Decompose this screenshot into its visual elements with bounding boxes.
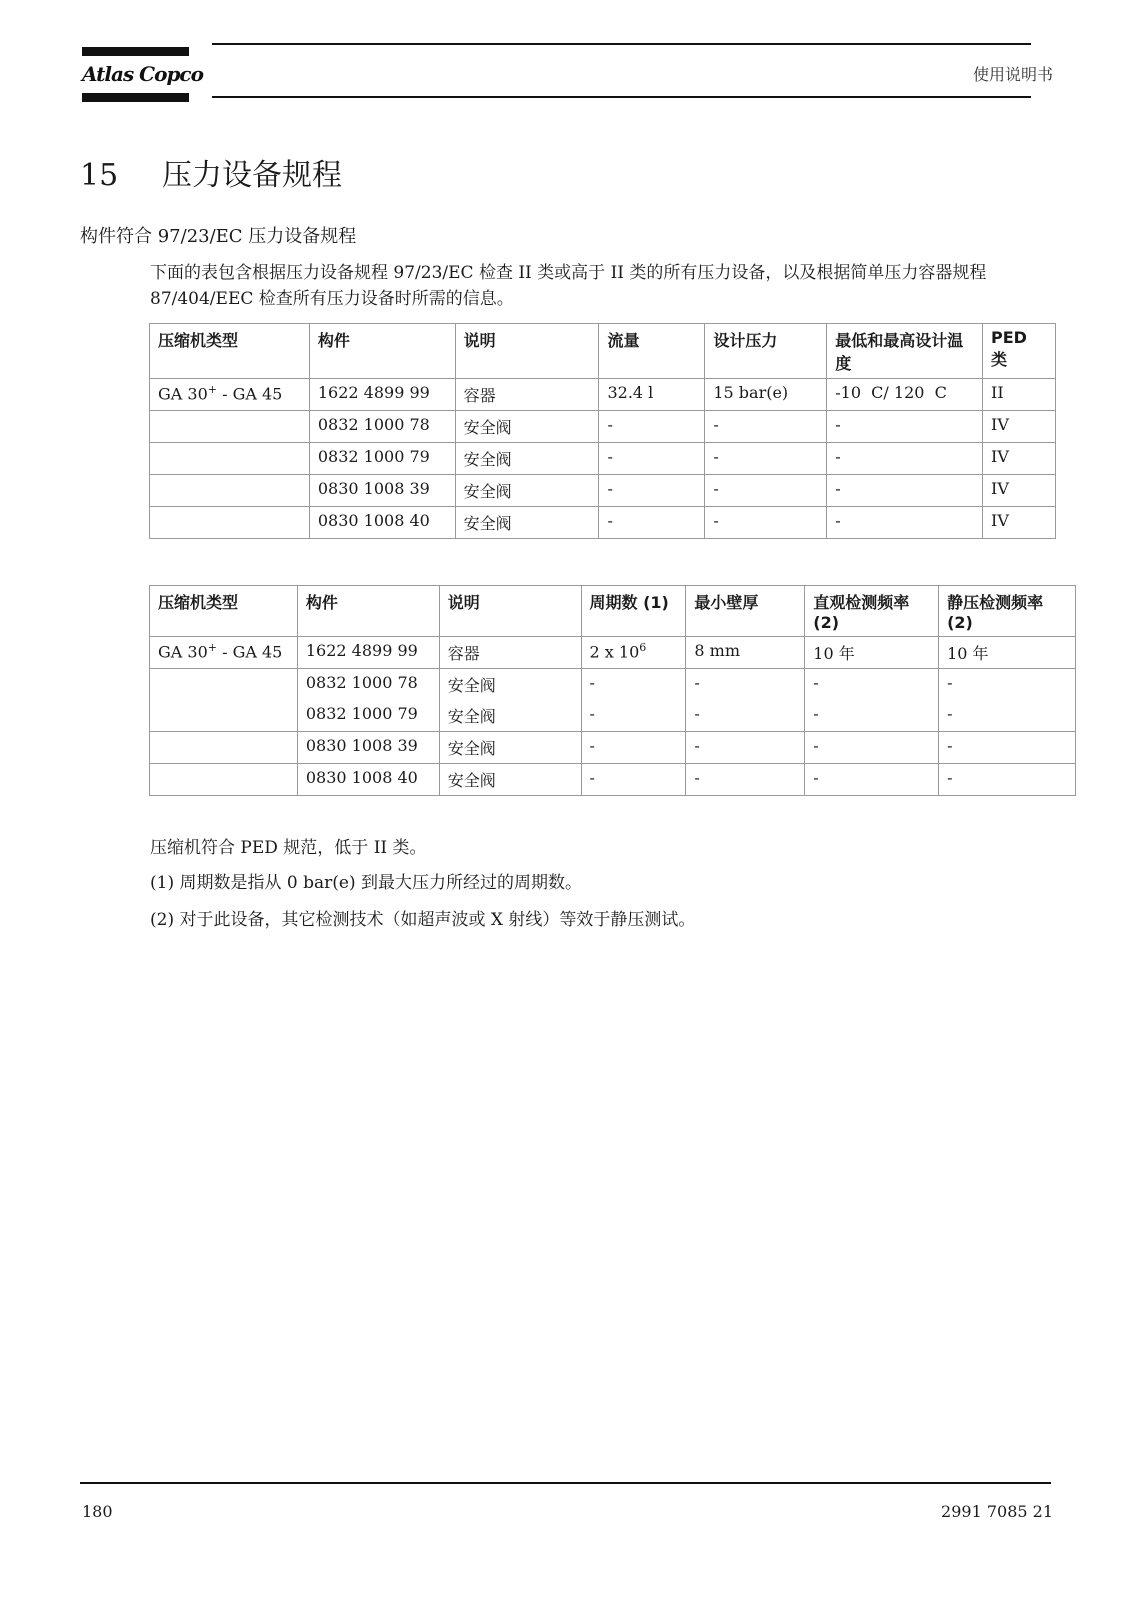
col-header: 说明 [455, 324, 599, 379]
cycles-cell: - [581, 732, 686, 764]
model-suffix: - GA 45 [217, 642, 283, 662]
pressure-cell: 15 bar(e) [705, 379, 827, 411]
hydro-freq-cell: - [939, 764, 1076, 796]
cycles-base: 2 x 10 [589, 642, 640, 662]
visual-freq-cell: - [805, 732, 939, 764]
model-cell [150, 700, 298, 732]
table-row [150, 700, 1076, 732]
flow-cell: 32.4 l [599, 379, 705, 411]
wall-thickness-cell: 8 mm [686, 637, 805, 669]
model-base: GA 30 [158, 384, 208, 404]
table-row [150, 764, 1076, 796]
part-cell: 0832 1000 78 [309, 411, 455, 443]
desc-cell: 安全阀 [455, 475, 599, 507]
part-cell: 0832 1000 79 [309, 443, 455, 475]
table-row [150, 507, 1056, 539]
part-cell: 0830 1008 39 [309, 475, 455, 507]
visual-freq-cell: 10 年 [805, 637, 939, 669]
col-header: 构件 [309, 324, 455, 379]
wall-thickness-cell: - [686, 700, 805, 732]
part-cell: 0832 1000 79 [297, 700, 439, 732]
col-header: 最低和最高设计温度 [827, 324, 983, 379]
temp-cell: - [827, 443, 983, 475]
col-header: 压缩机类型 [150, 324, 310, 379]
chapter-title-text: 压力设备规程 [162, 158, 342, 193]
part-cell: 1622 4899 99 [309, 379, 455, 411]
col-header: 构件 [297, 586, 439, 637]
model-cell [150, 637, 298, 669]
col-header: 流量 [599, 324, 705, 379]
footer-rule [80, 1482, 1051, 1484]
ped-class-cell: IV [983, 475, 1056, 507]
desc-cell: 容器 [439, 637, 581, 669]
table-row [150, 637, 1076, 669]
temp-cell: -10 C/ 120 C [827, 379, 983, 411]
model-cell [150, 411, 310, 443]
flow-cell: - [599, 507, 705, 539]
atlas-copco-logo [82, 47, 203, 102]
model-sup: + [207, 383, 217, 396]
desc-cell: 安全阀 [439, 700, 581, 732]
ped-class-cell: IV [983, 507, 1056, 539]
logo-top-bar [82, 47, 189, 56]
col-header: 说明 [439, 586, 581, 637]
hydro-freq-cell: 10 年 [939, 637, 1076, 669]
ped-table-2 [149, 585, 1076, 796]
header-top-rule [212, 43, 1031, 45]
page-number: 180 [82, 1502, 113, 1521]
pressure-cell: - [705, 475, 827, 507]
pressure-cell: - [705, 443, 827, 475]
pressure-cell: - [705, 411, 827, 443]
ped-table-1 [149, 323, 1056, 539]
header-bottom-rule [212, 96, 1031, 98]
flow-cell: - [599, 411, 705, 443]
col-header: 最小壁厚 [686, 586, 805, 637]
intro-paragraph: 下面的表包含根据压力设备规程 97/23/EC 检查 II 类或高于 II 类的所有压力设备，以及根据简单压力容器规程 87/404/EEC 检查所有压力设备时所需的信息。 [150, 263, 987, 309]
model-cell [150, 669, 298, 701]
table-row [150, 669, 1076, 701]
flow-cell: - [599, 443, 705, 475]
desc-cell: 容器 [455, 379, 599, 411]
desc-cell: 安全阀 [455, 443, 599, 475]
part-cell: 0830 1008 40 [297, 764, 439, 796]
cycles-exponent: 6 [639, 641, 647, 654]
visual-freq-cell: - [805, 700, 939, 732]
chapter-title [80, 150, 342, 194]
model-cell [150, 379, 310, 411]
note-ped-compliance: 压缩机符合 PED 规范，低于 II 类。 [150, 838, 427, 858]
ped-class-cell: IV [983, 443, 1056, 475]
col-header: 压缩机类型 [150, 586, 298, 637]
table-row [150, 379, 1056, 411]
model-suffix: - GA 45 [217, 384, 283, 404]
footnote-1: (1) 周期数是指从 0 bar(e) 到最大压力所经过的周期数。 [150, 873, 582, 893]
hydro-freq-cell: - [939, 669, 1076, 701]
desc-cell: 安全阀 [455, 507, 599, 539]
wall-thickness-cell: - [686, 669, 805, 701]
temp-cell: - [827, 411, 983, 443]
table-header-row [150, 586, 1076, 637]
temp-cell: - [827, 475, 983, 507]
col-header: 周期数 (1) [581, 586, 686, 637]
ped-class-cell: IV [983, 411, 1056, 443]
hydro-freq-cell: - [939, 732, 1076, 764]
document-number: 2991 7085 21 [941, 1502, 1053, 1521]
visual-freq-cell: - [805, 764, 939, 796]
model-cell [150, 507, 310, 539]
col-header: PED 类 [983, 324, 1056, 379]
header-label: 使用说明书 [972, 65, 1053, 84]
model-cell [150, 475, 310, 507]
visual-freq-cell: - [805, 669, 939, 701]
hydro-freq-cell: - [939, 700, 1076, 732]
part-cell: 0830 1008 40 [309, 507, 455, 539]
col-header: 直观检测频率 (2) [805, 586, 939, 637]
section-title: 构件符合 97/23/EC 压力设备规程 [80, 226, 357, 247]
logo-bottom-bar [82, 93, 189, 102]
table-row [150, 475, 1056, 507]
cycles-cell: - [581, 669, 686, 701]
model-sup: + [207, 641, 217, 654]
flow-cell: - [599, 475, 705, 507]
ped-class-cell: II [983, 379, 1056, 411]
pressure-cell: - [705, 507, 827, 539]
model-base: GA 30 [158, 642, 208, 662]
model-cell [150, 732, 298, 764]
temp-cell: - [827, 507, 983, 539]
table-row [150, 411, 1056, 443]
cycles-cell: - [581, 764, 686, 796]
desc-cell: 安全阀 [439, 764, 581, 796]
table-row [150, 732, 1076, 764]
footnote-2: (2) 对于此设备，其它检测技术（如超声波或 X 射线）等效于静压测试。 [150, 910, 696, 930]
logo-wordmark: Atlas Copco [82, 62, 203, 86]
desc-cell: 安全阀 [439, 732, 581, 764]
model-cell [150, 443, 310, 475]
desc-cell: 安全阀 [455, 411, 599, 443]
desc-cell: 安全阀 [439, 669, 581, 701]
col-header: 设计压力 [705, 324, 827, 379]
wall-thickness-cell: - [686, 732, 805, 764]
part-cell: 0830 1008 39 [297, 732, 439, 764]
cycles-cell: - [581, 700, 686, 732]
table-row [150, 443, 1056, 475]
model-cell [150, 764, 298, 796]
wall-thickness-cell: - [686, 764, 805, 796]
cycles-cell [581, 637, 686, 669]
table-header-row [150, 324, 1056, 379]
part-cell: 1622 4899 99 [297, 637, 439, 669]
col-header: 静压检测频率 (2) [939, 586, 1076, 637]
part-cell: 0832 1000 78 [297, 669, 439, 701]
chapter-number: 15 [80, 158, 119, 193]
